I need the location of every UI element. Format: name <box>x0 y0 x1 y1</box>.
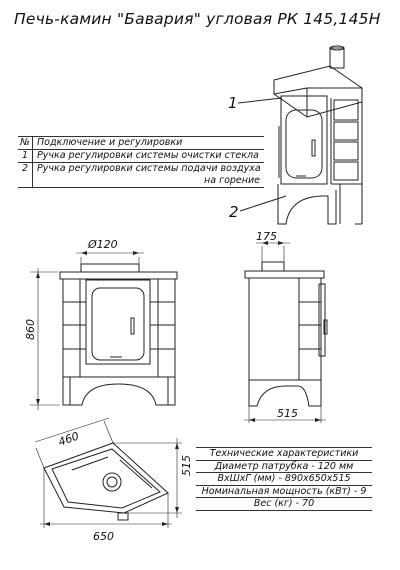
row-number-empty <box>18 175 33 187</box>
pipe-diameter-label: Ø120 <box>88 238 118 251</box>
spec-row: Номинальная мощность (кВт) - 9 <box>196 486 372 499</box>
page-title: Печь-камин "Бавария" угловая РК 145,145Н <box>14 10 381 28</box>
height-label: 860 <box>24 319 37 340</box>
spec-row: Вес (кг) - 70 <box>196 498 372 511</box>
front-view <box>60 264 177 405</box>
callout-1-leader <box>238 98 282 103</box>
side-dimensions <box>244 243 326 423</box>
specs-table <box>196 447 372 511</box>
spec-row: ВхШхГ (мм) - 890х650х515 <box>196 473 372 486</box>
side-view <box>245 262 327 406</box>
table-row <box>18 175 264 188</box>
callout-2-leader <box>240 196 286 211</box>
table-row <box>18 163 264 175</box>
callout-2-label: 2 <box>229 203 239 221</box>
row-text-continuation: на горение <box>204 175 260 186</box>
callout-1-label: 1 <box>228 94 238 112</box>
perspective-view <box>274 46 362 224</box>
side-pipe-offset-label: 175 <box>256 230 277 243</box>
table-row <box>18 150 264 163</box>
top-edge-label: 460 <box>56 429 81 449</box>
top-view <box>44 443 168 520</box>
top-depth-label: 515 <box>180 455 193 476</box>
side-depth-label: 515 <box>277 407 298 420</box>
top-width-label: 650 <box>93 530 114 543</box>
num-header: № <box>18 137 33 149</box>
specs-header: Технические характеристики <box>196 447 372 461</box>
row-number: 1 <box>18 150 33 162</box>
spec-row: Диаметр патрубка - 120 мм <box>196 461 372 474</box>
row-text: Ручка регулировки системы подачи воздуха <box>37 163 261 174</box>
table-row <box>18 136 264 150</box>
row-text: Ручка регулировки системы очистки стекла <box>37 150 259 161</box>
connections-header: Подключение и регулировки <box>37 137 183 148</box>
connections-table <box>18 136 264 188</box>
row-number: 2 <box>18 163 33 175</box>
